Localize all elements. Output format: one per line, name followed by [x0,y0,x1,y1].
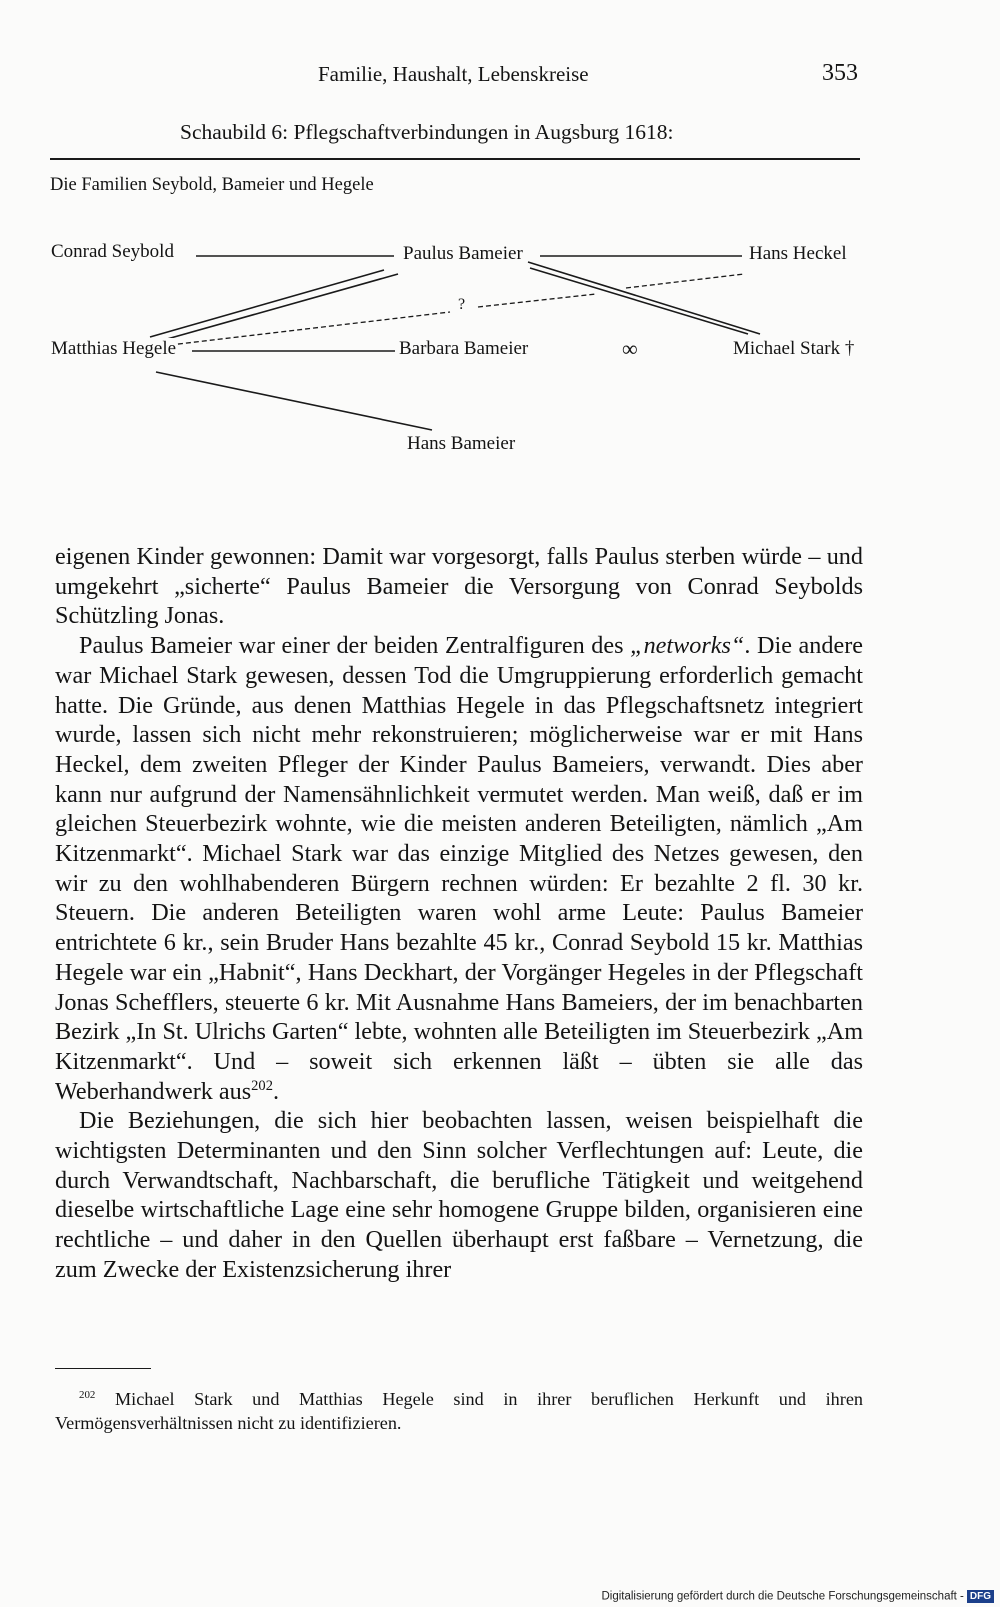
paragraph-2-start: Paulus Bameier war einer der beiden Zentralfiguren des [79,632,631,660]
node-barbara-bameier: Barbara Bameier [399,338,529,359]
figure-rule [50,158,860,160]
dashed-question-heckel-2 [626,274,744,288]
node-hans-heckel: Hans Heckel [749,243,847,264]
page-number: 353 [822,60,858,86]
node-hans-bameier: Hans Bameier [407,433,516,454]
paragraph-2-body: . Die andere war Michael Stark gewesen, dessen Tod die Umgruppierung erforderlich gemacht hatte. Die Gründe, aus denen Matthias Hegele in das Pflegschaftsnetz integriert wurde, lassen sich nicht mehr rekonstruieren; möglicherweise war er mit Hans Heckel, dem zweiten Pfleger der Kinder Paulus Bameiers, verwandt. Dies aber kann nur aufgrund der Namensähnlichkeit vermutet werden. Man weiß, daß er im gleichen Steuerbezirk wohnte, wie die meisten anderen Beteiligten, nämlich „Am Kitzenmarkt“. Michael Stark war das einzige Mitglied des Netzes gewesen, den wir zu den wohlhabenderen Bürgern rechnen würden: Er bezahlte 2 fl. 30 kr. Steuern. Die anderen Beteiligten waren wohl arme Leute: Paulus Bameier entrichtete 6 kr., sein Bruder Hans bezahlte 45 kr., Conrad Seybold 15 kr. Matthias Hegele war ein „Habnit“, Hans Deckhart, der Vorgänger Hegeles in der Pflegschaft Jonas Schefflers, steuerte 6 kr. Mit Ausnahme Hans Bameiers, der im benachbarten Bezirk „In St. Ulrichs Garten“ lebte, wohnten alle Beteiligten im Steuerbezirk „Am Kitzenmarkt“. Und – soweit sich erkennen läßt – übten sie alle das Weberhandwerk aus [55,632,864,1105]
kinship-diagram [0,230,1000,470]
node-matthias-hegele: Matthias Hegele [51,338,177,359]
paragraph-1: eigenen Kinder gewonnen: Damit war vorgesorgt, falls Paulus sterben würde – und umgekehrt „sicherte“ Paulus Bameier die Versorgung von Conrad Seybolds Schützling Jonas. [55,543,863,630]
credit-text: Digitalisierung gefördert durch die Deutsche Forschungsgemeinschaft - [601,1590,964,1603]
digitization-credit [601,1590,994,1603]
footnote-ref[interactable]: 202 [251,1077,273,1094]
node-michael-stark: Michael Stark † [733,338,855,359]
figure-subtitle: Die Familien Seybold, Bameier und Hegele [50,175,374,195]
figure-title: Schaubild 6: Pflegschaftverbindungen in Augsburg 1618: [180,120,674,144]
body-text [55,542,863,1285]
dashed-question-heckel-1 [478,294,596,307]
footnote-text: Michael Stark und Matthias Hegele sind in ihrer beruflichen Herkunft und ihren Vermögensverhältnissen nicht zu identifizieren. [55,1389,863,1433]
line-hegele-hans [156,372,432,430]
paragraph-3: Die Beziehungen, die sich hier beobachten lassen, weisen beispielhaft die wichtigsten Determinanten und den Sinn solcher Verflechtungen auf: Leute, die durch Verwandtschaft, Nachbarschaft, die berufliche Tätigkeit und weitgehend dieselbe wirtschaftliche Lage eine sehr homogene Gruppe bilden, organisieren eine rechtliche – und daher in den Quellen überhaupt erst faßbare – Vernetzung, die zum Zwecke der Existenzsicherung ihrer [55,1107,863,1283]
footnote-number: 202 [79,1388,96,1401]
paragraph-2 [55,631,863,1106]
running-head: Familie, Haushalt, Lebenskreise [318,62,589,86]
line-paulus-hegele-1 [150,270,384,337]
paragraph-2-tail: . [272,1077,279,1105]
line-paulus-stark-1 [528,262,760,334]
node-paulus-bameier: Paulus Bameier [403,243,523,264]
marriage-symbol: ∞ [622,336,638,361]
dfg-logo: DFG [967,1590,994,1603]
line-paulus-hegele-2 [160,274,398,341]
footnote-rule [55,1368,151,1369]
question-mark: ? [458,296,466,313]
networks-term: „networks“ [630,632,745,660]
footnote [55,1387,863,1435]
node-conrad-seybold: Conrad Seybold [51,241,174,262]
